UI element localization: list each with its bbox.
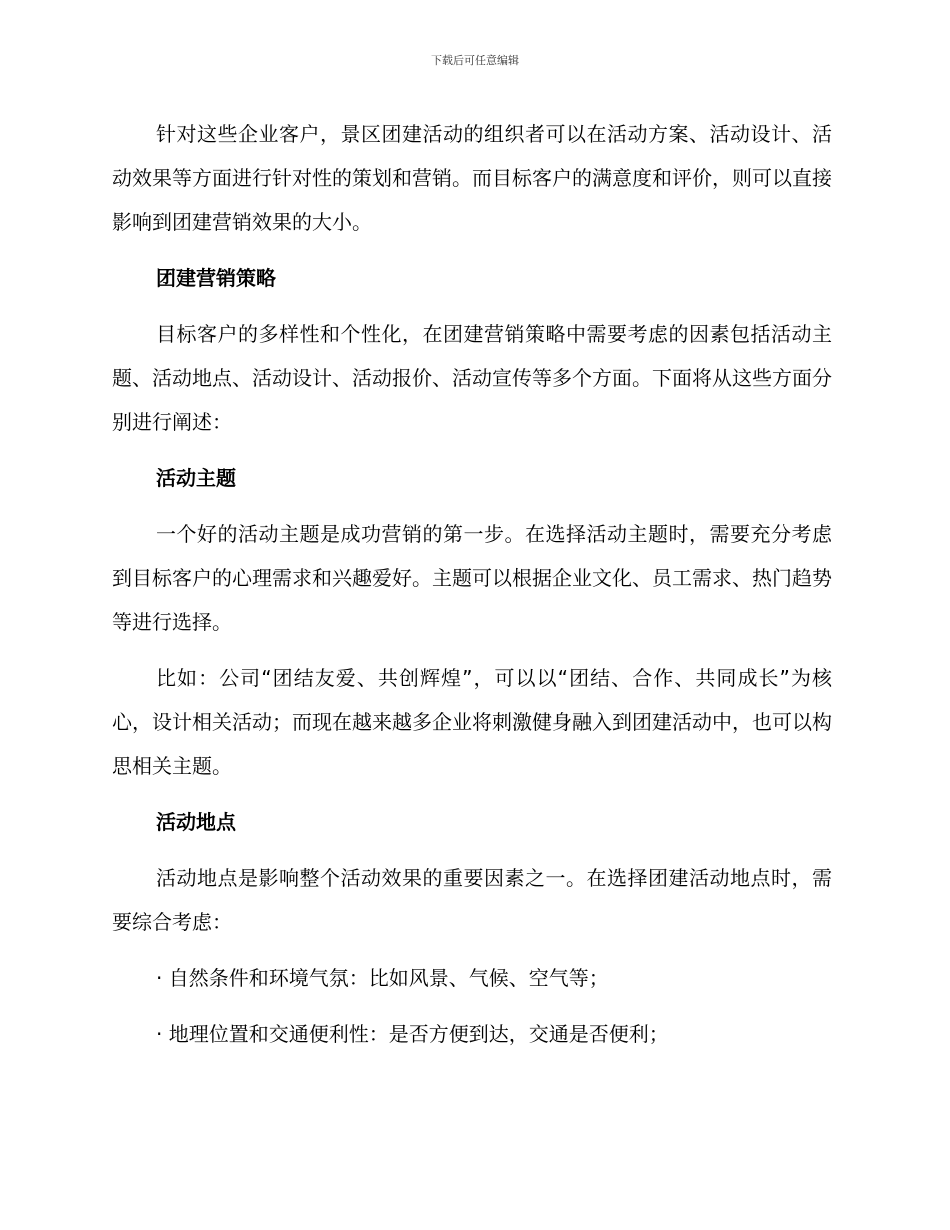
- paragraph: 一个好的活动主题是成功营销的第一步。在选择活动主题时，需要充分考虑到目标客户的心理需求和兴趣爱好。主题可以根据企业文化、员工需求、热门趋势等进行选择。: [112, 522, 832, 634]
- paragraph: 针对这些企业客户，景区团建活动的组织者可以在活动方案、活动设计、活动效果等方面进行针对性的策划和营销。而目标客户的满意度和评价，则可以直接影响到团建营销效果的大小。: [112, 122, 832, 234]
- bullet-item: · 地理位置和交通便利性：是否方便到达，交通是否便利；: [156, 1022, 669, 1046]
- paragraph: 比如：公司“团结友爱、共创辉煌”，可以以“团结、合作、共同成长”为核心，设计相关活动；而现在越来越多企业将刺激健身融入到团建活动中，也可以构思相关主题。: [112, 666, 832, 778]
- section-heading: 团建营销策略: [156, 266, 276, 290]
- paragraph: 活动地点是影响整个活动效果的重要因素之一。在选择团建活动地点时，需要综合考虑：: [112, 866, 832, 934]
- section-heading: 活动地点: [156, 810, 236, 834]
- bullet-item: · 自然条件和环境气氛：比如风景、气候、空气等；: [156, 966, 609, 990]
- section-heading: 活动主题: [156, 466, 236, 490]
- paragraph: 目标客户的多样性和个性化，在团建营销策略中需要考虑的因素包括活动主题、活动地点、活动设计、活动报价、活动宣传等多个方面。下面将从这些方面分别进行阐述：: [112, 322, 832, 434]
- page-header: 下载后可任意编辑: [431, 54, 519, 67]
- document-body: [112, 112, 832, 1068]
